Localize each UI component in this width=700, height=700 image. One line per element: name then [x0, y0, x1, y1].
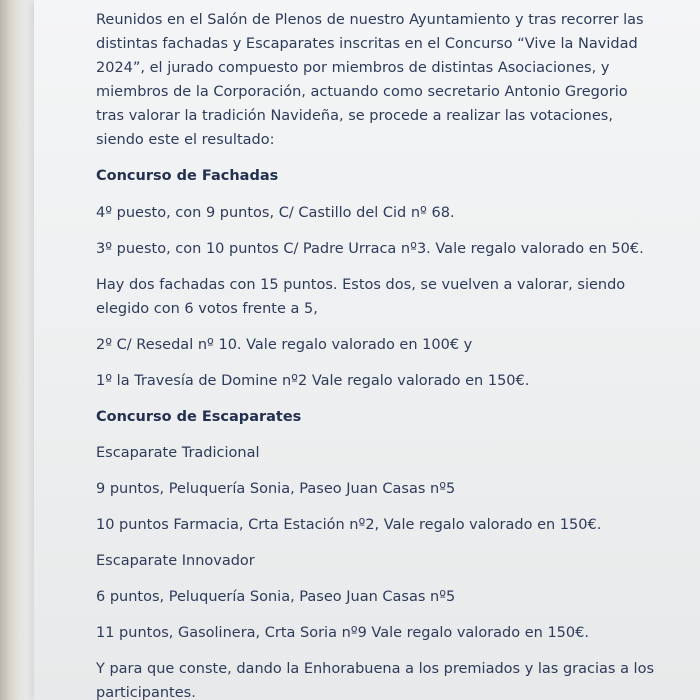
- escaparates-line-3: 6 puntos, Peluquería Sonia, Paseo Juan Casas nº5: [96, 589, 456, 605]
- fachadas-line-4: 2º C/ Resedal nº 10. Vale regalo valorado en 100€ y: [96, 337, 473, 353]
- document-body: [96, 8, 698, 700]
- escaparates-line-4: 11 puntos, Gasolinera, Crta Soria nº9 Vale regalo valorado en 150€.: [96, 625, 589, 641]
- fachadas-heading: Concurso de Fachadas: [96, 168, 279, 184]
- fachadas-line-1: 4º puesto, con 9 puntos, C/ Castillo del Cid nº 68.: [96, 205, 455, 221]
- fachadas-line-2: 3º puesto, con 10 puntos C/ Padre Urraca nº3. Vale regalo valorado en 50€.: [96, 241, 644, 257]
- escaparates-heading: Concurso de Escaparates: [96, 409, 302, 425]
- escaparate-tradicional-heading: Escaparate Tradicional: [96, 445, 260, 461]
- escaparates-line-2: 10 puntos Farmacia, Crta Estación nº2, Vale regalo valorado en 150€.: [96, 517, 602, 533]
- fachadas-line-3: Hay dos fachadas con 15 puntos. Estos dos, se vuelven a valorar, siendo elegido con 6 votos frente a 5,: [96, 277, 626, 317]
- closing-line-2: participantes.: [96, 685, 196, 700]
- escaparate-innovador-heading: Escaparate Innovador: [96, 553, 255, 569]
- paper-page: [34, 0, 700, 700]
- escaparates-line-1: 9 puntos, Peluquería Sonia, Paseo Juan Casas nº5: [96, 481, 456, 497]
- closing-line-1: Y para que conste, dando la Enhorabuena a los premiados y las gracias a los: [96, 661, 655, 677]
- intro-paragraph: Reunidos en el Salón de Plenos de nuestro Ayuntamiento y tras recorrer las distintas fachadas y Escaparates inscritas en el Concurso “Vive la Navidad 2024”, el jurado compuesto por miembros de distintas Asociaciones, y miembros de la Corporación, actuando como secretario Antonio Gregorio tras valorar la tradición Navideña, se procede a realizar las votaciones, siendo este el resultado:: [96, 12, 644, 148]
- fachadas-line-5: 1º la Travesía de Domine nº2 Vale regalo valorado en 150€.: [96, 373, 530, 389]
